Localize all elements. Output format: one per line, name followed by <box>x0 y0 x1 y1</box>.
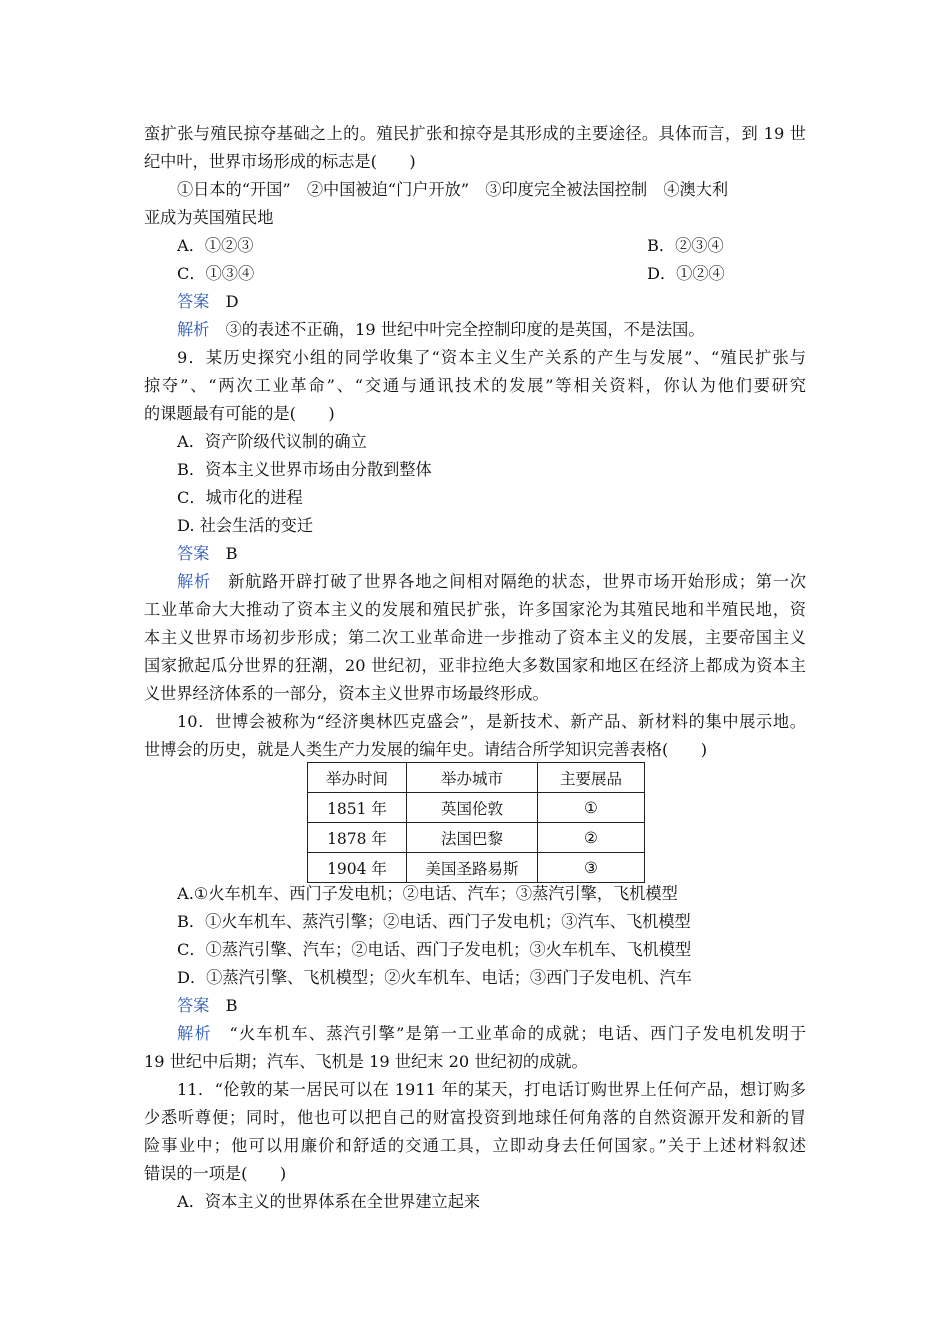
table-cell: ② <box>538 823 645 853</box>
table-row <box>308 793 645 823</box>
analysis-text: “火车机车、蒸汽引擎”是第一工业革命的成就；电话、西门子发电机发明于 <box>229 1024 807 1043</box>
q11-stem-line-3: 险事业中；他可以用廉价和舒适的交通工具，立即动身去任何国家。”关于上述材料叙述 <box>144 1136 806 1155</box>
q9-stem-line-1: 9．某历史探究小组的同学收集了“资本主义生产关系的产生与发展”、“殖民扩张与 <box>177 348 806 367</box>
answer-value: D <box>225 292 239 311</box>
q10-stem-line-2: 世博会的历史，就是人类生产力发展的编年史。请结合所学知识完善表格( ) <box>144 740 708 759</box>
q8-analysis <box>177 320 705 340</box>
table-header-cell: 举办时间 <box>308 763 407 793</box>
q8-option-a: A．①②③ <box>177 236 254 255</box>
q9-analysis-line-4: 国家掀起瓜分世界的狂潮，20 世纪初，亚非拉绝大多数国家和地区在经济上都成为资本主 <box>144 656 806 675</box>
q9-analysis-line-1 <box>177 572 806 592</box>
table-header-cell: 主要展品 <box>538 763 645 793</box>
q10-analysis-line-2: 19 世纪中后期；汽车、飞机是 19 世纪末 20 世纪初的成就。 <box>144 1052 588 1071</box>
table-cell: ③ <box>538 853 645 883</box>
q8-option-c: C．①③④ <box>177 264 255 283</box>
analysis-label: 解析 <box>177 572 212 591</box>
answer-label: 答案 <box>177 292 210 311</box>
q8-option-b: B．②③④ <box>647 236 724 255</box>
q10-stem-line-1: 10．世博会被称为“经济奥林匹克盛会”，是新技术、新产品、新材料的集中展示地。 <box>177 712 806 731</box>
q11-stem-line-1: 11．“伦敦的某一居民可以在 1911 年的某天，打电话订购世界上任何产品，想订购多 <box>177 1080 806 1099</box>
table-cell: 法国巴黎 <box>407 823 538 853</box>
table-header-row <box>308 763 645 793</box>
q10-option-d: D．①蒸汽引擎、飞机模型；②火车机车、电话；③西门子发电机、汽车 <box>177 968 692 987</box>
q9-stem-line-2: 掠夺”、“两次工业革命”、“交通与通讯技术的发展”等相关资料，你认为他们要研究 <box>144 376 806 395</box>
table-header-cell: 举办城市 <box>407 763 538 793</box>
table-cell: 英国伦敦 <box>407 793 538 823</box>
q10-option-b: B．①火车机车、蒸汽引擎；②电话、西门子发电机；③汽车、飞机模型 <box>177 912 691 931</box>
answer-value: B <box>225 996 238 1015</box>
table-cell: ① <box>538 793 645 823</box>
q8-option-d: D．①②④ <box>647 264 725 283</box>
q10-analysis-line-1 <box>177 1024 806 1044</box>
answer-value: B <box>225 544 238 563</box>
q8-items-line-2: 亚成为英国殖民地 <box>144 208 274 227</box>
q10-option-a: A.①火车机车、西门子发电机；②电话、汽车；③蒸汽引擎，飞机模型 <box>177 884 678 903</box>
q8-items-line-1: ①日本的“开国” ②中国被迫“门户开放” ③印度完全被法国控制 ④澳大利 <box>177 180 729 199</box>
table-cell: 美国圣路易斯 <box>407 853 538 883</box>
q10-answer <box>177 996 237 1016</box>
q9-analysis-line-3: 本主义世界市场初步形成；第二次工业革命进一步推动了资本主义的发展，主要帝国主义 <box>144 628 806 647</box>
answer-label: 答案 <box>177 996 210 1015</box>
analysis-label: 解析 <box>177 320 210 339</box>
q9-option-d: D. 社会生活的变迁 <box>177 516 314 535</box>
q11-option-a: A．资本主义的世界体系在全世界建立起来 <box>177 1192 481 1211</box>
expo-table <box>307 762 645 883</box>
q9-analysis-line-2: 工业革命大大推动了资本主义的发展和殖民扩张，许多国家沦为其殖民地和半殖民地，资 <box>144 600 806 619</box>
q9-option-a: A．资产阶级代议制的确立 <box>177 432 367 451</box>
q9-answer <box>177 544 237 564</box>
table-cell: 1878 年 <box>308 823 407 853</box>
analysis-text: ③的表述不正确，19 世纪中叶完全控制印度的是英国，不是法国。 <box>225 320 705 339</box>
analysis-text: 新航路开辟打破了世界各地之间相对隔绝的状态，世界市场开始形成；第一次 <box>228 572 807 591</box>
q11-stem-line-4: 错误的一项是( ) <box>144 1164 287 1183</box>
q9-option-b: B．资本主义世界市场由分散到整体 <box>177 460 432 479</box>
table-row <box>308 853 645 883</box>
q9-stem-line-3: 的课题最有可能的是( ) <box>144 404 335 423</box>
table-cell: 1904 年 <box>308 853 407 883</box>
q8-answer <box>177 292 239 312</box>
answer-label: 答案 <box>177 544 210 563</box>
table-row <box>308 823 645 853</box>
q8-stem-line-1: 蛮扩张与殖民掠夺基础之上的。殖民扩张和掠夺是其形成的主要途径。具体而言，到 19 世 <box>144 124 806 143</box>
q8-stem-line-2: 纪中叶，世界市场形成的标志是( ) <box>144 152 416 171</box>
q9-option-c: C．城市化的进程 <box>177 488 303 507</box>
analysis-label: 解析 <box>177 1024 212 1043</box>
q10-option-c: C．①蒸汽引擎、汽车；②电话、西门子发电机；③火车机车、飞机模型 <box>177 940 692 959</box>
table-cell: 1851 年 <box>308 793 407 823</box>
q11-stem-line-2: 少悉听尊便；同时，他也可以把自己的财富投资到地球任何角落的自然资源开发和新的冒 <box>144 1108 806 1127</box>
q9-analysis-line-5: 义世界经济体系的一部分，资本主义世界市场最终形成。 <box>144 684 549 703</box>
